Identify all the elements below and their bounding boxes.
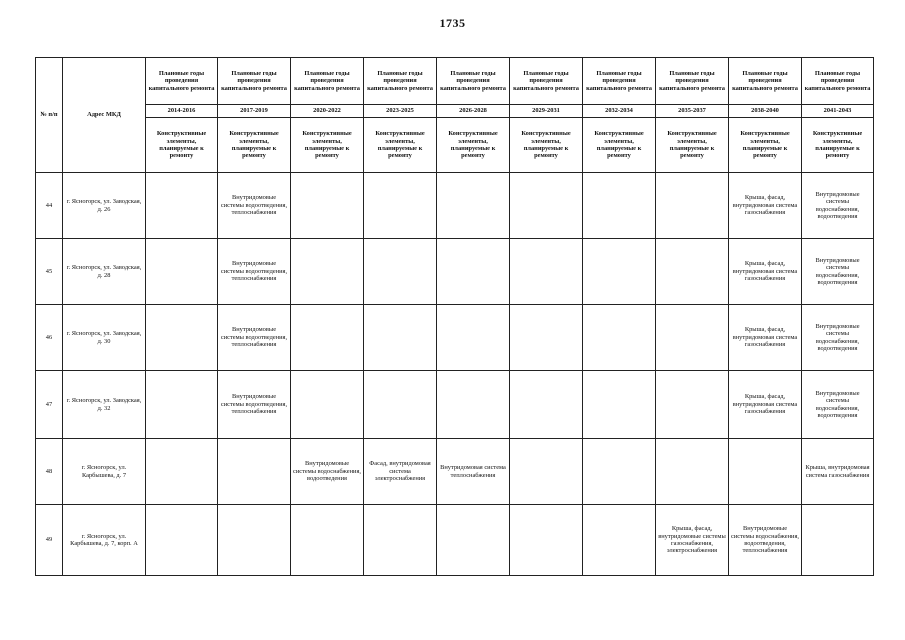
repair-cell bbox=[510, 305, 583, 371]
header-elements: Конструктивные элементы, планируемые к ремонту bbox=[802, 118, 874, 173]
header-period: 2035-2037 bbox=[656, 105, 729, 118]
repair-cell bbox=[291, 239, 364, 305]
repair-cell: Внутридомовая система теплоснабжения bbox=[437, 439, 510, 505]
header-planned-years: Плановые годы проведения капитального ремонта bbox=[218, 58, 291, 105]
repair-cell bbox=[364, 505, 437, 576]
repair-cell: Внутридомовые системы водоснабжения, водоотведения bbox=[802, 371, 874, 439]
repair-cell bbox=[364, 173, 437, 239]
header-elements: Конструктивные элементы, планируемые к ремонту bbox=[364, 118, 437, 173]
repair-cell: Фасад, внутридомовая система электроснабжения bbox=[364, 439, 437, 505]
repair-cell bbox=[656, 305, 729, 371]
repair-cell bbox=[437, 305, 510, 371]
row-address: г. Ясногорск, ул. Заводская, д. 30 bbox=[63, 305, 146, 371]
repair-cell bbox=[656, 239, 729, 305]
repair-cell: Внутридомовые системы водоснабжения, водоотведения bbox=[802, 239, 874, 305]
repair-cell bbox=[437, 173, 510, 239]
header-elements: Конструктивные элементы, планируемые к ремонту bbox=[291, 118, 364, 173]
repair-cell bbox=[437, 239, 510, 305]
repair-cell bbox=[510, 173, 583, 239]
page-number: 1735 bbox=[439, 16, 466, 30]
row-number: 46 bbox=[36, 305, 63, 371]
repair-cell bbox=[437, 371, 510, 439]
row-address: г. Ясногорск, ул. Заводская, д. 26 bbox=[63, 173, 146, 239]
repair-cell bbox=[583, 439, 656, 505]
repair-cell bbox=[146, 173, 218, 239]
repair-cell bbox=[510, 239, 583, 305]
header-period: 2032-2034 bbox=[583, 105, 656, 118]
repair-cell: Внутридомовые системы водоотведения, теплоснабжения bbox=[218, 371, 291, 439]
row-address: г. Ясногорск, ул. Карбышева, д. 7 bbox=[63, 439, 146, 505]
row-address: г. Ясногорск, ул. Заводская, д. 28 bbox=[63, 239, 146, 305]
header-period: 2014-2016 bbox=[146, 105, 218, 118]
repair-cell: Крыша, внутридомовая система газоснабжения bbox=[802, 439, 874, 505]
header-address: Адрес МКД bbox=[63, 58, 146, 173]
repair-cell bbox=[146, 371, 218, 439]
header-planned-years: Плановые годы проведения капитального ремонта bbox=[729, 58, 802, 105]
repair-cell: Внутридомовые системы водоснабжения, водоотведения bbox=[291, 439, 364, 505]
header-elements: Конструктивные элементы, планируемые к ремонту bbox=[510, 118, 583, 173]
header-planned-years: Плановые годы проведения капитального ремонта bbox=[583, 58, 656, 105]
repair-cell bbox=[364, 371, 437, 439]
header-planned-years: Плановые годы проведения капитального ремонта bbox=[364, 58, 437, 105]
repair-cell bbox=[583, 239, 656, 305]
repair-cell bbox=[583, 505, 656, 576]
repair-cell bbox=[218, 505, 291, 576]
repair-cell bbox=[437, 505, 510, 576]
repair-cell bbox=[510, 371, 583, 439]
header-period: 2020-2022 bbox=[291, 105, 364, 118]
repair-cell bbox=[510, 505, 583, 576]
table-row bbox=[36, 439, 874, 505]
repair-cell bbox=[583, 173, 656, 239]
row-number: 49 bbox=[36, 505, 63, 576]
table-row bbox=[36, 173, 874, 239]
header-planned-years: Плановые годы проведения капитального ремонта bbox=[510, 58, 583, 105]
header-period: 2038-2040 bbox=[729, 105, 802, 118]
table-row bbox=[36, 239, 874, 305]
repair-cell: Крыша, фасад, внутридомовая система газоснабжения bbox=[729, 305, 802, 371]
header-elements: Конструктивные элементы, планируемые к ремонту bbox=[729, 118, 802, 173]
repair-cell: Внутридомовые системы водоотведения, теплоснабжения bbox=[218, 305, 291, 371]
repair-cell: Внутридомовые системы водоотведения, теплоснабжения bbox=[218, 239, 291, 305]
repair-cell bbox=[218, 439, 291, 505]
header-planned-years: Плановые годы проведения капитального ремонта bbox=[146, 58, 218, 105]
header-period: 2026-2028 bbox=[437, 105, 510, 118]
repair-cell: Крыша, фасад, внутридомовая система газоснабжения bbox=[729, 239, 802, 305]
row-number: 47 bbox=[36, 371, 63, 439]
repair-cell: Внутридомовые системы водоснабжения, водоотведения bbox=[802, 305, 874, 371]
repair-cell bbox=[583, 305, 656, 371]
table-row bbox=[36, 505, 874, 576]
row-address: г. Ясногорск, ул. Карбышева, д. 7, корп. А bbox=[63, 505, 146, 576]
header-elements: Конструктивные элементы, планируемые к ремонту bbox=[146, 118, 218, 173]
repair-cell bbox=[146, 239, 218, 305]
repair-cell bbox=[364, 239, 437, 305]
repair-cell bbox=[510, 439, 583, 505]
header-period: 2029-2031 bbox=[510, 105, 583, 118]
row-number: 44 bbox=[36, 173, 63, 239]
header-elements: Конструктивные элементы, планируемые к ремонту bbox=[218, 118, 291, 173]
repair-cell bbox=[802, 505, 874, 576]
repair-cell bbox=[656, 439, 729, 505]
header-elements: Конструктивные элементы, планируемые к ремонту bbox=[583, 118, 656, 173]
repair-cell bbox=[146, 505, 218, 576]
header-row-number: № п/п bbox=[36, 58, 63, 173]
repair-cell: Внутридомовые системы водоснабжения, водоотведения bbox=[802, 173, 874, 239]
header-period: 2017-2019 bbox=[218, 105, 291, 118]
table-row bbox=[36, 305, 874, 371]
header-period: 2023-2025 bbox=[364, 105, 437, 118]
repair-cell bbox=[291, 371, 364, 439]
row-address: г. Ясногорск, ул. Заводская, д. 32 bbox=[63, 371, 146, 439]
repair-cell bbox=[291, 173, 364, 239]
repair-cell bbox=[291, 505, 364, 576]
repair-cell bbox=[364, 305, 437, 371]
repair-cell: Крыша, фасад, внутридомовая система газоснабжения bbox=[729, 173, 802, 239]
repair-cell bbox=[291, 305, 364, 371]
repair-cell bbox=[656, 173, 729, 239]
repair-cell: Внутридомовые системы водоотведения, теплоснабжения bbox=[218, 173, 291, 239]
header-planned-years: Плановые годы проведения капитального ремонта bbox=[437, 58, 510, 105]
repair-cell bbox=[146, 305, 218, 371]
row-number: 48 bbox=[36, 439, 63, 505]
repair-cell bbox=[729, 439, 802, 505]
header-elements: Конструктивные элементы, планируемые к ремонту bbox=[656, 118, 729, 173]
repair-cell bbox=[146, 439, 218, 505]
repair-cell bbox=[656, 371, 729, 439]
row-number: 45 bbox=[36, 239, 63, 305]
table-row bbox=[36, 371, 874, 439]
header-period: 2041-2043 bbox=[802, 105, 874, 118]
header-planned-years: Плановые годы проведения капитального ремонта bbox=[656, 58, 729, 105]
repair-schedule-table bbox=[35, 57, 874, 576]
header-planned-years: Плановые годы проведения капитального ремонта bbox=[802, 58, 874, 105]
header-planned-years: Плановые годы проведения капитального ремонта bbox=[291, 58, 364, 105]
repair-cell bbox=[583, 371, 656, 439]
repair-cell: Крыша, фасад, внутридомовые системы газоснабжения, электроснабжения bbox=[656, 505, 729, 576]
header-elements: Конструктивные элементы, планируемые к ремонту bbox=[437, 118, 510, 173]
repair-cell: Внутридомовые системы водоснабжения, водоотведения, теплоснабжения bbox=[729, 505, 802, 576]
repair-cell: Крыша, фасад, внутридомовая система газоснабжения bbox=[729, 371, 802, 439]
